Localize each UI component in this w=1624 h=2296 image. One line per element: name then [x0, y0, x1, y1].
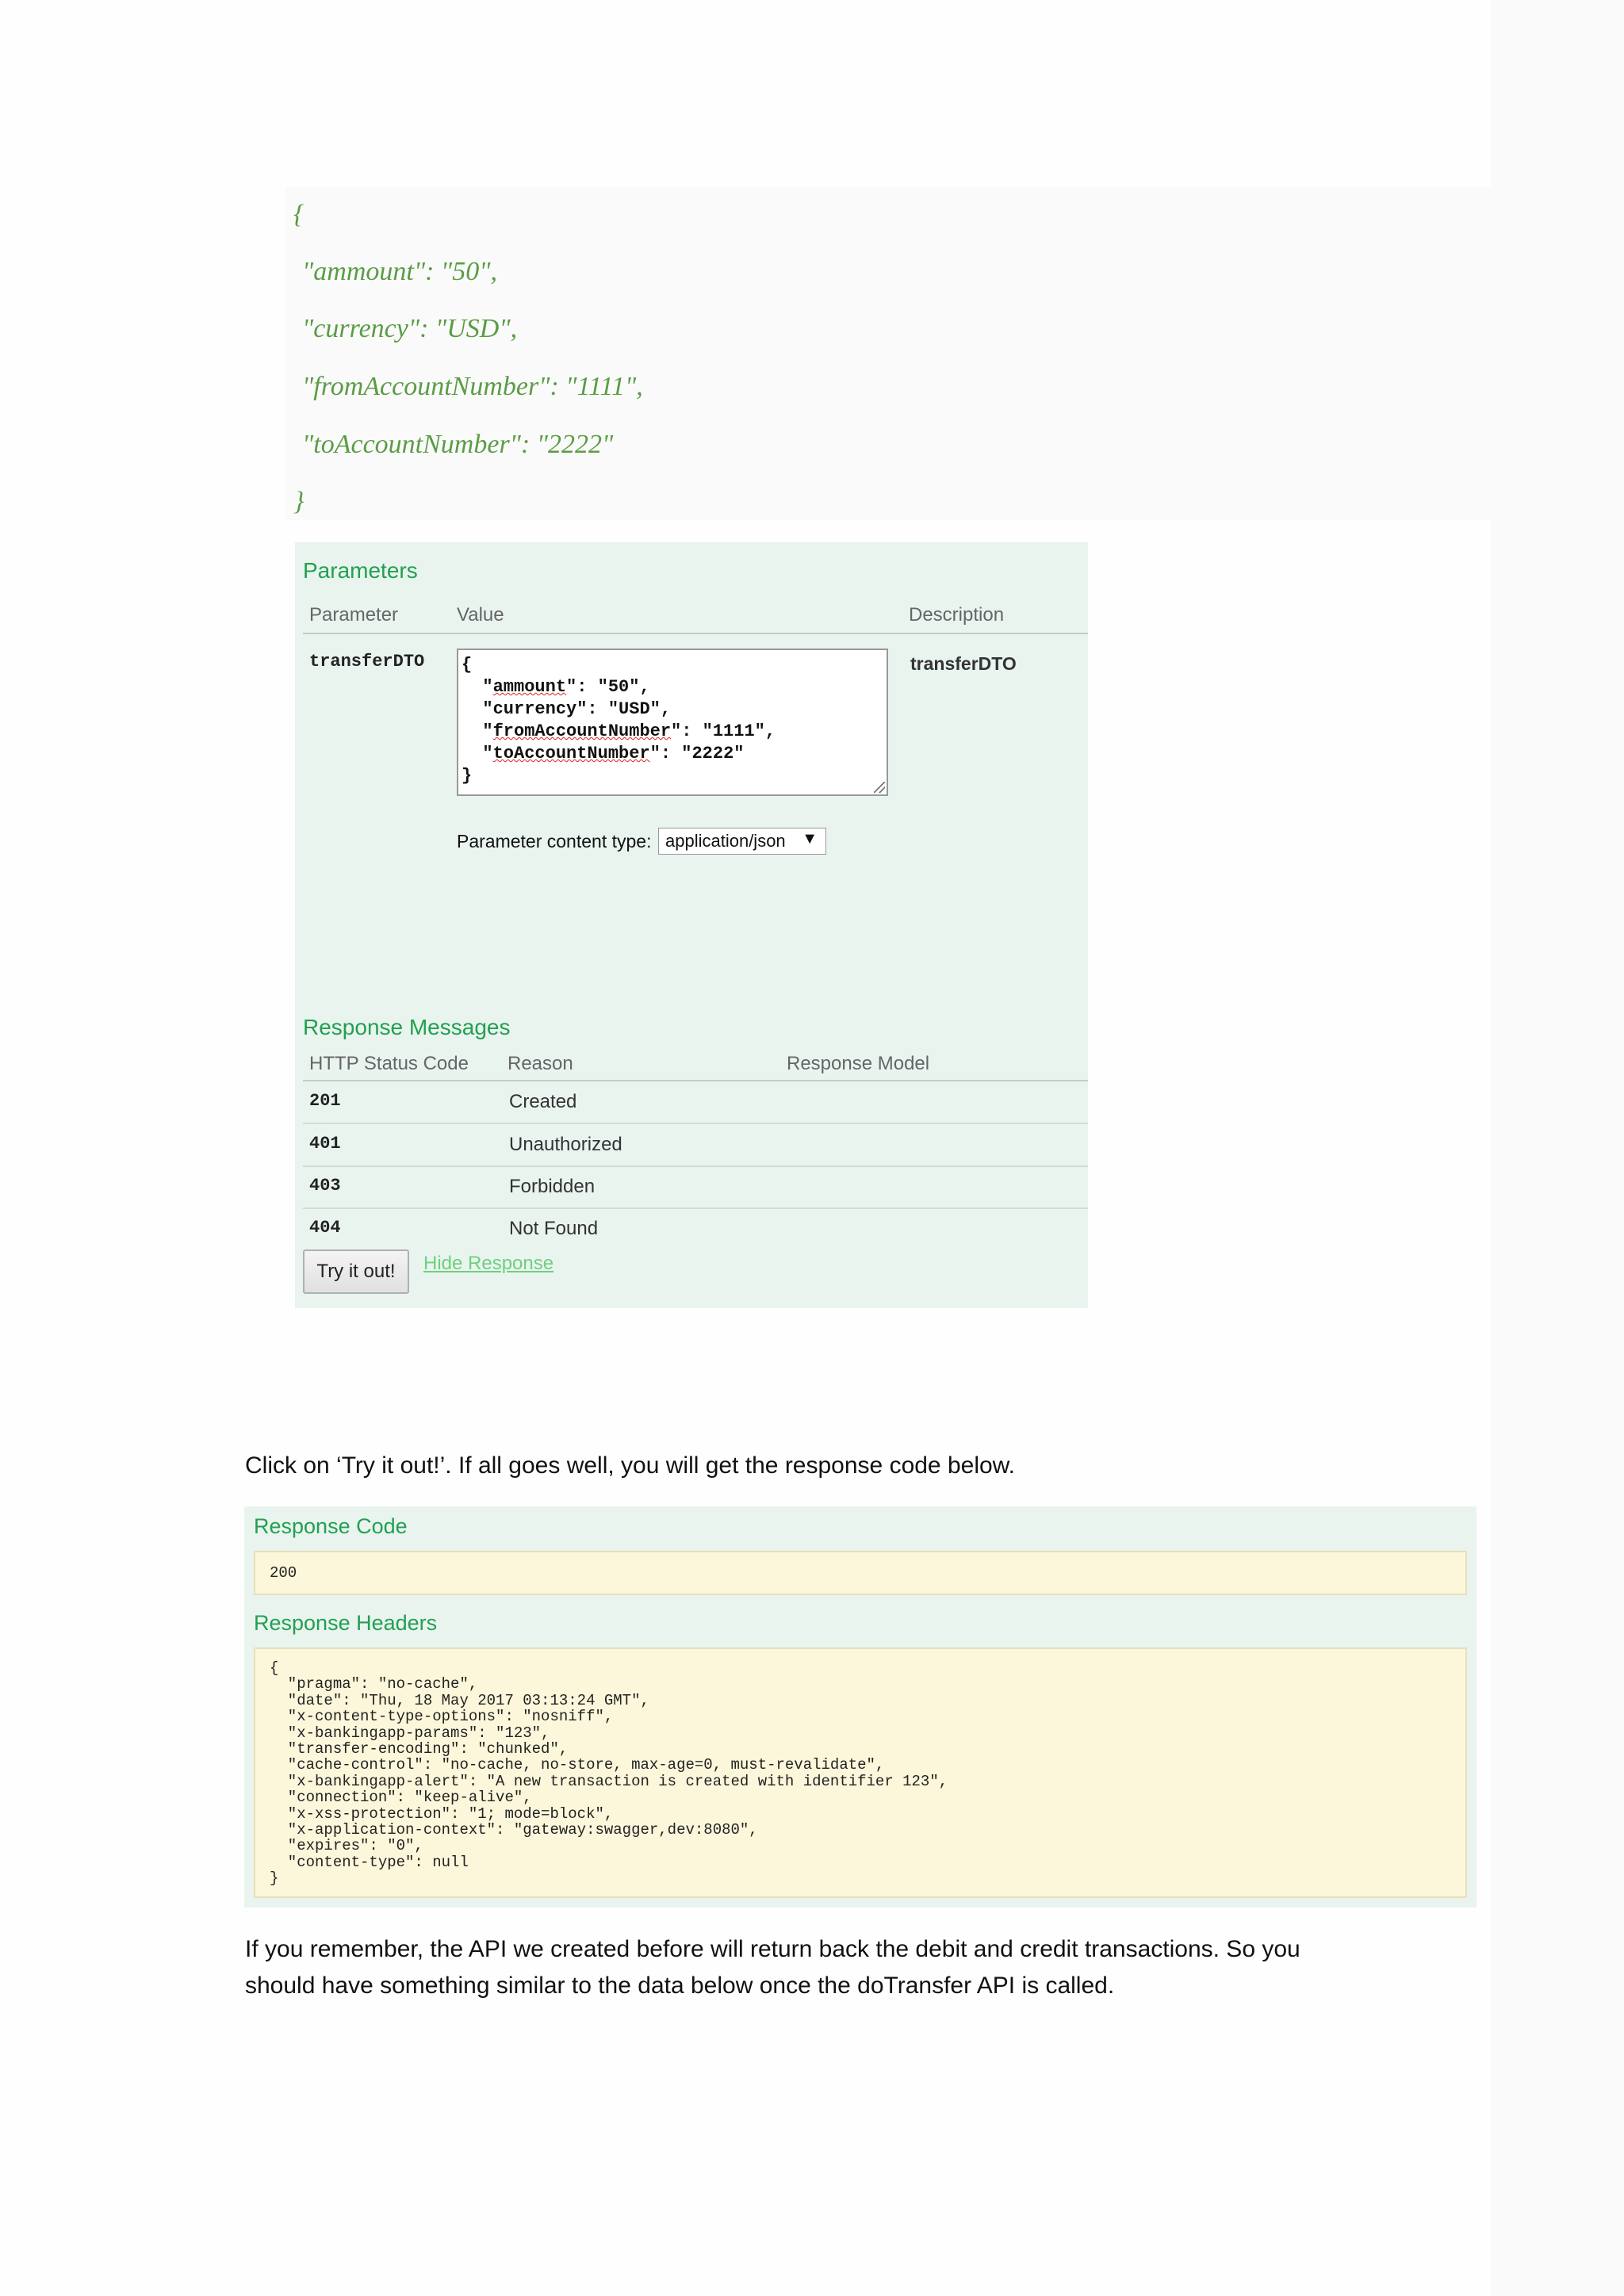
status-reason: Unauthorized — [509, 1134, 622, 1155]
try-it-out-button[interactable]: Try it out! — [303, 1249, 409, 1294]
param-name: transferDTO — [309, 652, 425, 672]
status-code: 404 — [309, 1218, 341, 1238]
response-messages-title: Response Messages — [303, 1015, 511, 1039]
hide-response-link[interactable]: Hide Response — [423, 1253, 554, 1274]
json-line: "currency": "USD", — [289, 314, 518, 343]
status-reason: Created — [509, 1091, 577, 1112]
response-code-value: 200 — [270, 1564, 297, 1582]
param-header-parameter: Parameter — [309, 604, 399, 626]
header-divider — [303, 633, 1088, 634]
response-code-title: Response Code — [254, 1514, 408, 1538]
body-line: "fromAccountNumber": "1111", — [462, 721, 776, 741]
json-line: } — [293, 487, 304, 516]
explanation-paragraph — [245, 1931, 1300, 2004]
header-line: "cache-control": "no-cache, no-store, max-age=0, must-revalidate", — [270, 1756, 885, 1774]
request-json-block — [285, 187, 1491, 520]
header-line: "content-type": null — [270, 1853, 469, 1871]
row-divider — [303, 1165, 1088, 1167]
json-line: { — [293, 200, 304, 229]
resize-handle-icon[interactable] — [874, 782, 885, 793]
status-code: 401 — [309, 1134, 341, 1154]
status-code: 403 — [309, 1176, 341, 1196]
row-divider — [303, 1207, 1088, 1209]
body-line: "ammount": "50", — [462, 677, 650, 697]
header-line: "pragma": "no-cache", — [270, 1675, 478, 1693]
param-header-value: Value — [457, 604, 504, 626]
header-line: } — [270, 1869, 279, 1888]
status-reason: Not Found — [509, 1218, 599, 1239]
explanation-line: should have something similar to the data below once the doTransfer API is called. — [245, 1973, 1115, 1999]
explanation-line: If you remember, the API we created before will return back the debit and credit transactions. So you — [245, 1936, 1300, 1962]
swagger-operation-panel — [295, 542, 1088, 1308]
header-line: "x-bankingapp-alert": "A new transaction is created with identifier 123", — [270, 1772, 948, 1790]
status-code: 201 — [309, 1091, 341, 1111]
header-line: "connection": "keep-alive", — [270, 1789, 532, 1807]
param-body-textarea[interactable]: { "ammount": "50", "currency": "USD", "fromAccountNumber": "1111", "toAccountNumber": "2222" } — [457, 649, 888, 796]
param-header-description: Description — [909, 604, 1005, 626]
resp-header-model: Response Model — [787, 1053, 930, 1074]
json-line: "fromAccountNumber": "1111", — [289, 372, 643, 401]
dropdown-arrow-icon: ▼ — [802, 830, 818, 848]
response-code-box — [254, 1551, 1467, 1595]
header-line: "date": "Thu, 18 May 2017 03:13:24 GMT", — [270, 1691, 649, 1709]
content-type-select[interactable]: application/json ▼ — [658, 828, 826, 855]
content-type-label: Parameter content type: — [457, 831, 652, 851]
header-line: "x-bankingapp-params": "123", — [270, 1724, 550, 1742]
header-line: "transfer-encoding": "chunked", — [270, 1740, 569, 1758]
resp-header-reason: Reason — [508, 1053, 573, 1074]
param-description: transferDTO — [910, 653, 1017, 674]
response-panel — [244, 1506, 1477, 1908]
header-line: "x-content-type-options": "nosniff", — [270, 1708, 614, 1726]
header-line: "x-xss-protection": "1; mode=block", — [270, 1804, 614, 1823]
header-line: { — [270, 1659, 279, 1677]
header-line: "expires": "0", — [270, 1837, 423, 1855]
header-line: "x-application-context": "gateway:swagger,dev:8080", — [270, 1821, 758, 1839]
response-headers-title: Response Headers — [254, 1611, 438, 1635]
status-reason: Forbidden — [509, 1176, 596, 1197]
page-margin-shade — [1491, 0, 1624, 2296]
json-line: "toAccountNumber": "2222" — [289, 430, 614, 459]
response-headers-box — [254, 1647, 1467, 1898]
row-divider — [303, 1123, 1088, 1124]
resp-header-code: HTTP Status Code — [309, 1053, 469, 1074]
instruction-paragraph: Click on ‘Try it out!’. If all goes well, you will get the response code below. — [245, 1452, 1016, 1479]
body-line: "toAccountNumber": "2222" — [462, 744, 745, 763]
json-line: "ammount": "50", — [289, 257, 497, 286]
parameters-title: Parameters — [303, 558, 418, 583]
body-line: "currency": "USD", — [462, 699, 672, 719]
header-divider — [303, 1080, 1088, 1081]
